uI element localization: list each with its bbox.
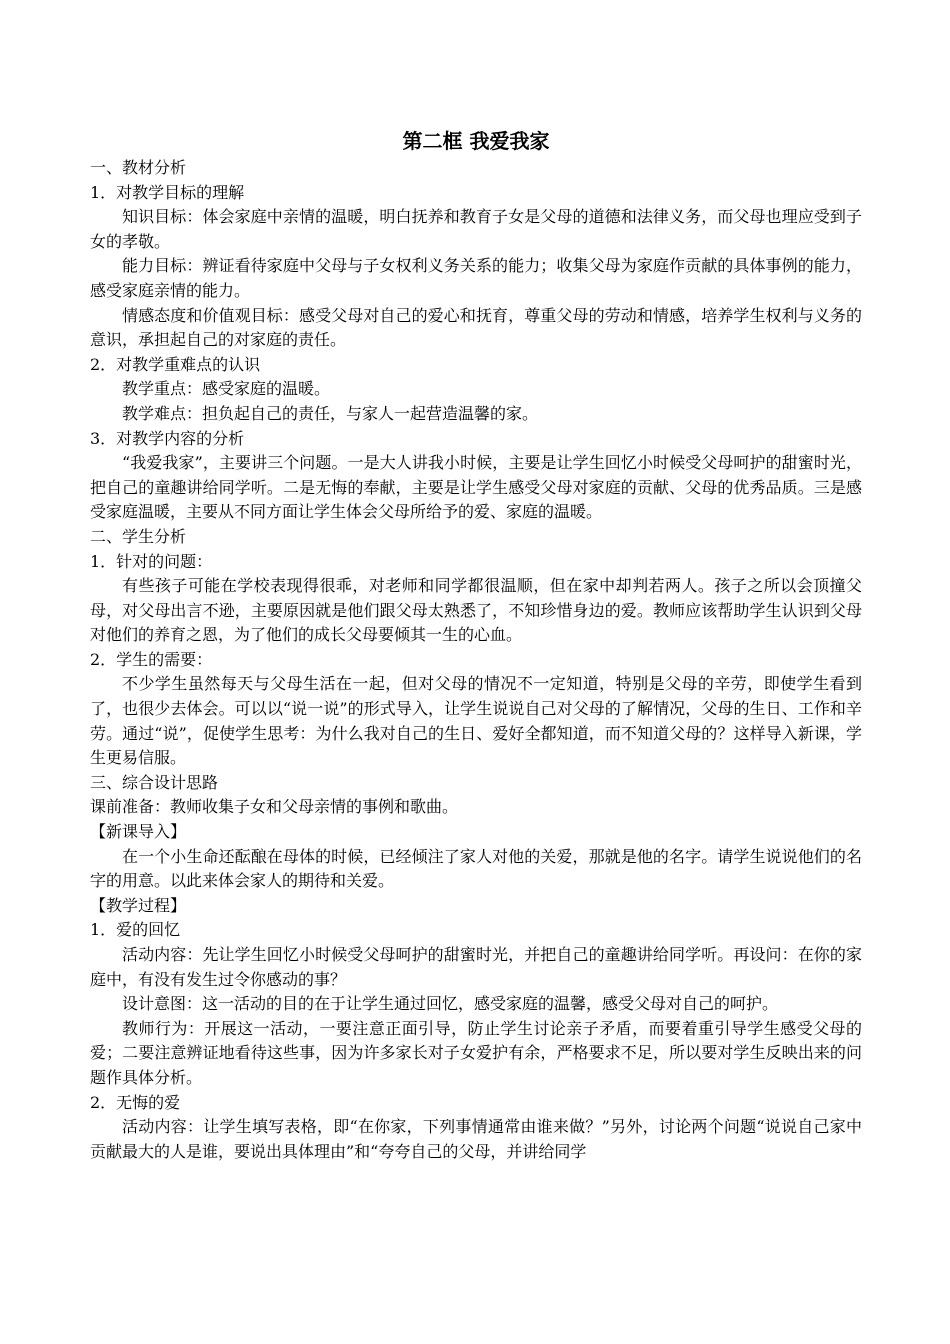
document-page [90, 126, 862, 1164]
body-paragraph: 不少学生虽然每天与父母生活在一起，但对父母的情况不一定知道，特别是父母的辛劳，即使学生看到了，也很少去体会。可以以“说一说”的形式导入，让学生说说自己对父母的了解情况，父母的生日、工作和辛劳。通过“说”，促使学生思考：为什么我对自己的生日、爱好全都知道，而不知道父母的？这样导入新课，学生更易信服。 [90, 674, 862, 768]
body-paragraph: 知识目标：体会家庭中亲情的温暖，明白抚养和教育子女是父母的道德和法律义务，而父母也理应受到子女的孝敬。 [90, 207, 862, 251]
body-paragraph: 教师行为：开展这一活动，一要注意正面引导，防止学生讨论亲子矛盾，而要着重引导学生感受父母的爱；二要注意辨证地看待这些事，因为许多家长对子女爱护有余，严格要求不足，所以要对学生反映出来的问题作具体分析。 [90, 1018, 862, 1087]
document-body [90, 156, 862, 1164]
body-paragraph: 教学重点：感受家庭的温暖。 [122, 379, 331, 399]
heading-line: 课前准备：教师收集子女和父母亲情的事例和歌曲。 [90, 797, 459, 817]
heading-line: 二、学生分析 [90, 526, 187, 546]
body-paragraph: 活动内容：先让学生回忆小时候受父母呵护的甜蜜时光，并把自己的童趣讲给同学听。再设问：在你的家庭中，有没有发生过令你感动的事？ [90, 945, 862, 989]
body-paragraph: 有些孩子可能在学校表现得很乖，对老师和同学都很温顺，但在家中却判若两人。孩子之所以会顶撞父母，对父母出言不逊，主要原因就是他们跟父母太熟悉了，不知珍惜身边的爱。教师应该帮助学生认识到父母对他们的养育之恩，为了他们的成长父母要倾其一生的心血。 [90, 576, 862, 645]
body-paragraph: 在一个小生命还酝酿在母体的时候，已经倾注了家人对他的关爱，那就是他的名字。请学生说说他们的名字的用意。以此来体会家人的期待和关爱。 [90, 846, 862, 891]
body-paragraph: “我爱我家”，主要讲三个问题。一是大人讲我小时候，主要是让学生回忆小时候受父母呵护的甜蜜时光，把自己的童趣讲给同学听。二是无悔的奉献，主要是让学生感受父母对家庭的贡献、父母的优秀品质。三是感受家庭温暖，主要从不同方面让学生体会父母所给予的爱、家庭的温暖。 [90, 453, 862, 522]
body-paragraph: 活动内容：让学生填写表格，即“在你家，下列事情通常由谁来做？”另外，讨论两个问题“说说自己家中贡献最大的人是谁，要说出具体理由”和“夸夸自己的父母，并讲给同学 [90, 1117, 862, 1161]
document-title: 第二框 我爱我家 [402, 129, 550, 153]
body-paragraph: 设计意图：这一活动的目的在于让学生通过回忆，感受家庭的温馨，感受父母对自己的呵护。 [122, 994, 779, 1014]
heading-line: 1．针对的问题： [90, 551, 213, 571]
heading-line: 1．爱的回忆 [90, 920, 181, 940]
heading-line: 1．对教学目标的理解 [90, 182, 245, 202]
heading-line: 3．对教学内容的分析 [90, 428, 245, 448]
heading-line: 一、教材分析 [90, 158, 187, 177]
body-paragraph: 能力目标：辨证看待家庭中父母与子女权利义务关系的能力；收集父母为家庭作贡献的具体事例的能力，感受家庭亲情的能力。 [90, 256, 862, 300]
heading-line: 2．对教学重难点的认识 [90, 354, 261, 374]
heading-line: 【新课导入】 [90, 822, 187, 842]
heading-line: 2．无悔的爱 [90, 1092, 181, 1112]
heading-line: 【教学过程】 [90, 895, 187, 915]
heading-line: 三、综合设计思路 [90, 772, 219, 792]
body-paragraph: 教学难点：担负起自己的责任，与家人一起营造温馨的家。 [122, 403, 539, 423]
heading-line: 2．学生的需要： [90, 649, 213, 669]
body-paragraph: 情感态度和价值观目标：感受父母对自己的爱心和抚育，尊重父母的劳动和情感，培养学生权利与义务的意识，承担起自己的对家庭的责任。 [90, 305, 862, 350]
